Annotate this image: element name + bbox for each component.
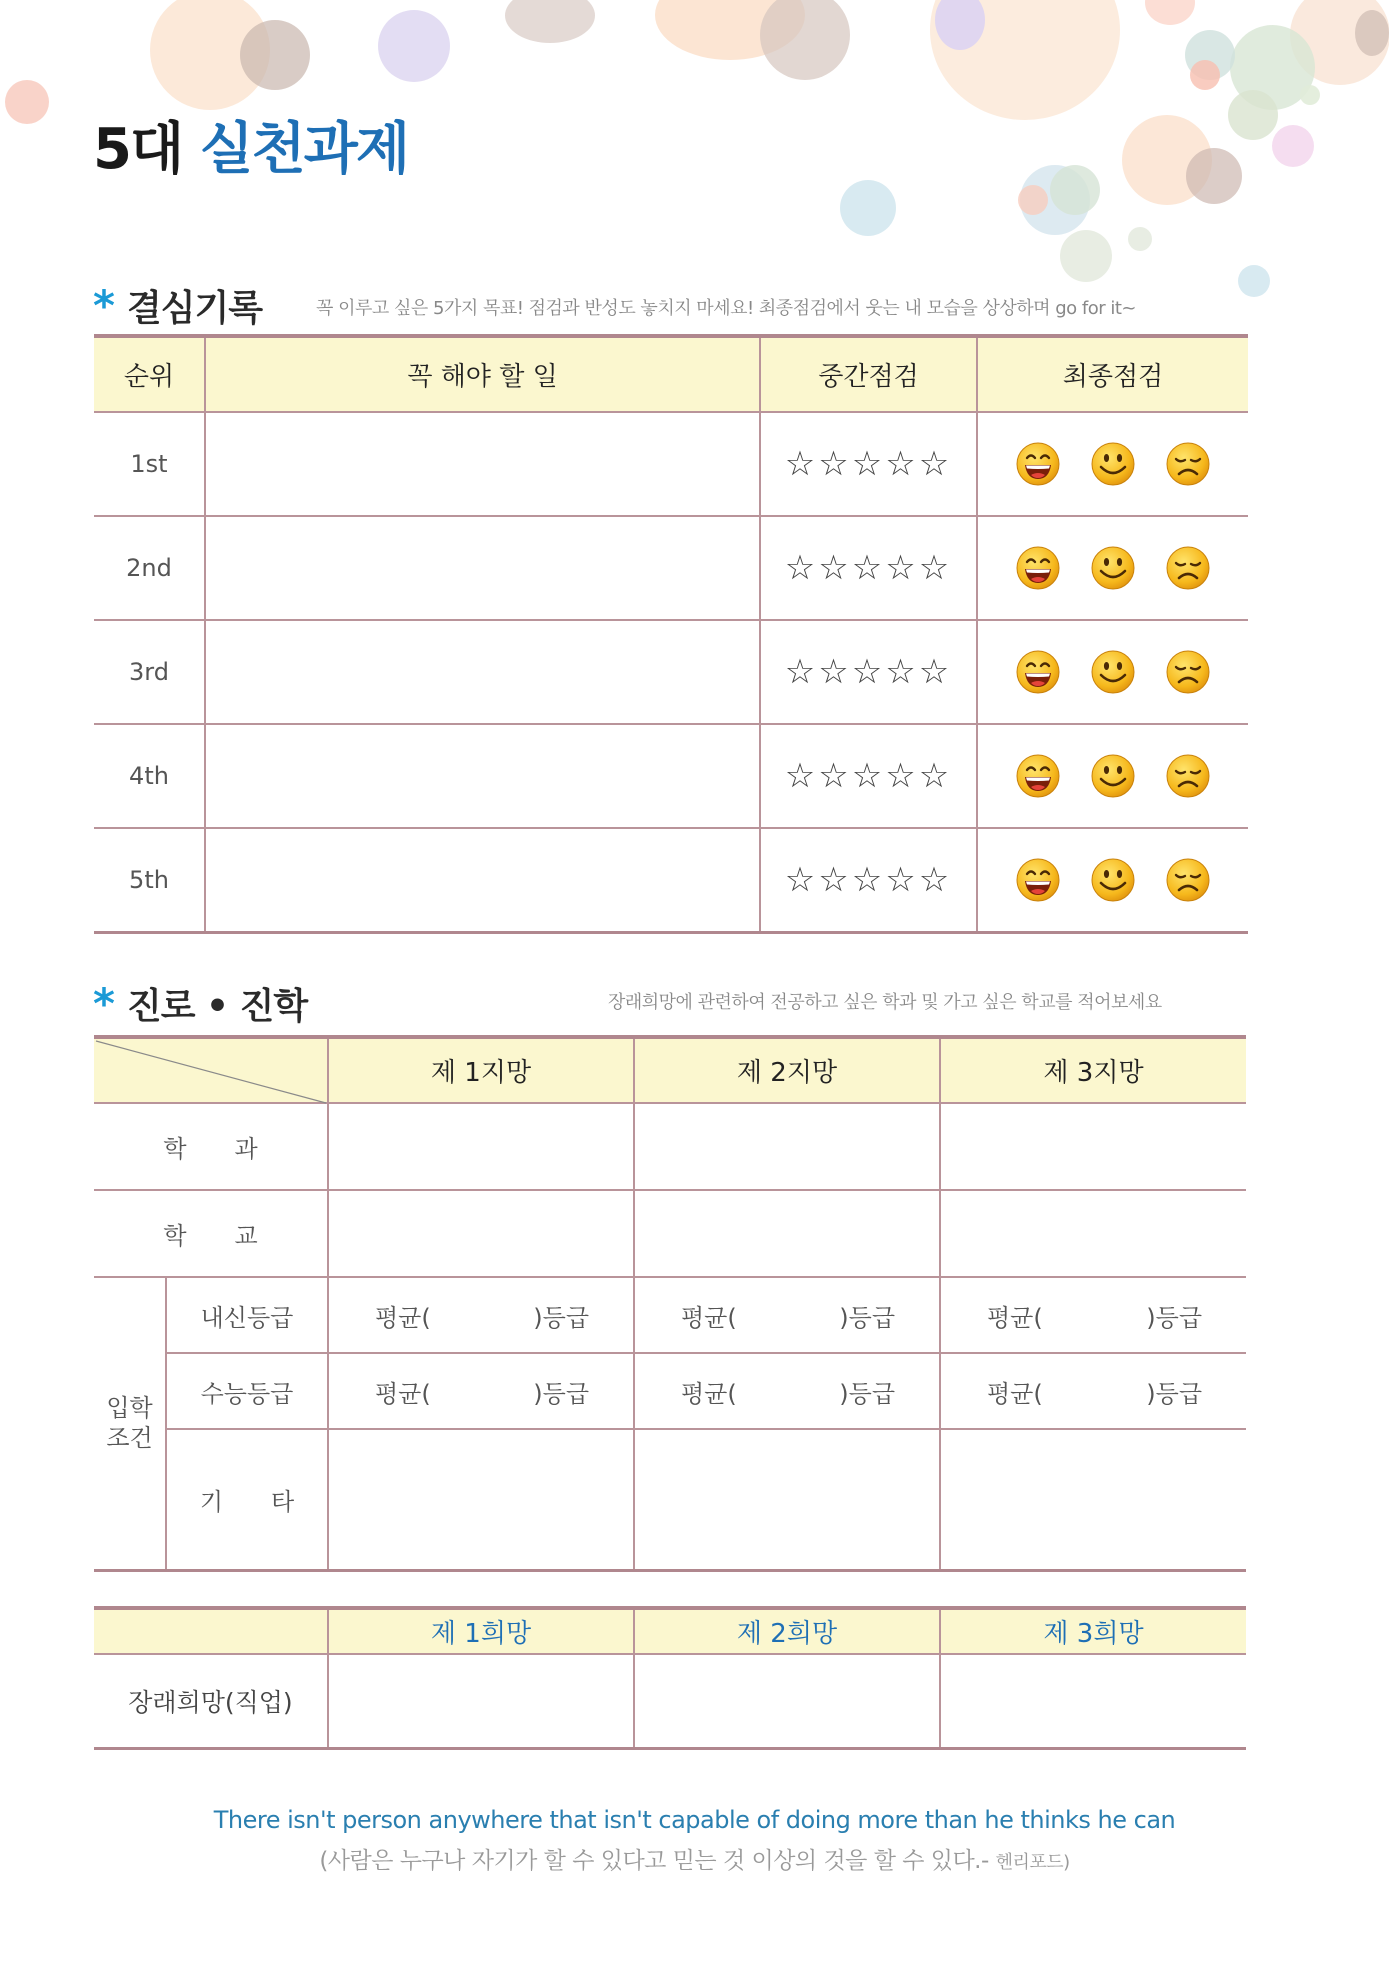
diagonal-line (94, 1039, 328, 1105)
grade-suffix: )등급 (839, 1303, 895, 1332)
face-rating (977, 516, 1248, 620)
grade-prefix: 평균( (987, 1303, 1043, 1332)
grade-suffix: )등급 (533, 1379, 589, 1408)
table-row (94, 516, 1248, 620)
title-main: 실천과제 (199, 117, 408, 182)
header-hope-1: 제 1희망 (328, 1608, 634, 1654)
hope-label: 장래희망(직업) (94, 1654, 328, 1748)
section-resolution-subtitle: 꼭 이루고 싶은 5가지 목표! 점검과 반성도 놓치지 마세요! 최종점검에서 웃는 내 모습을 상상하며 go for it~ (316, 298, 1136, 319)
suneung-cell-1[interactable] (328, 1353, 634, 1429)
star-rating[interactable] (760, 516, 977, 620)
quote-korean-text: (사람은 누구나 자기가 할 수 있다고 믿는 것 이상의 것을 할 수 있다.- (319, 1848, 996, 1874)
star-rating[interactable] (760, 724, 977, 828)
rank-cell: 3rd (94, 620, 205, 724)
header-choice-3: 제 3지망 (940, 1037, 1246, 1103)
star-rating[interactable] (760, 620, 977, 724)
hope-header-blank (94, 1608, 328, 1654)
sad-face-icon[interactable] (1165, 441, 1211, 487)
dept-label: 학 과 (94, 1103, 328, 1190)
grin-face-icon[interactable] (1015, 649, 1061, 695)
face-rating (977, 828, 1248, 932)
header-rank: 순위 (94, 336, 205, 412)
task-cell[interactable] (205, 828, 760, 932)
hope-cell-1[interactable] (328, 1654, 634, 1748)
career-header-row (94, 1037, 1246, 1103)
grade-prefix: 평균( (681, 1379, 737, 1408)
smile-face-icon[interactable] (1090, 857, 1136, 903)
task-cell[interactable] (205, 724, 760, 828)
grade-suffix: )등급 (1146, 1379, 1202, 1408)
smile-face-icon[interactable] (1090, 545, 1136, 591)
star-rating[interactable] (760, 412, 977, 516)
hope-cell-2[interactable] (634, 1654, 940, 1748)
diagonal-header-cell (94, 1037, 328, 1103)
header-final-check: 최종점검 (977, 336, 1248, 412)
school-label: 학 교 (94, 1190, 328, 1277)
header-mid-check: 중간점검 (760, 336, 977, 412)
naesin-cell-2[interactable] (634, 1277, 940, 1353)
smile-face-icon[interactable] (1090, 649, 1136, 695)
face-icons (978, 441, 1248, 487)
face-icons (978, 649, 1248, 695)
rank-cell: 5th (94, 828, 205, 932)
sad-face-icon[interactable] (1165, 857, 1211, 903)
task-cell[interactable] (205, 620, 760, 724)
star-icons[interactable]: ☆☆☆☆☆ (784, 756, 953, 796)
sad-face-icon[interactable] (1165, 545, 1211, 591)
table-row (94, 828, 1248, 932)
face-rating (977, 620, 1248, 724)
dept-cell-1[interactable] (328, 1103, 634, 1190)
star-icons[interactable]: ☆☆☆☆☆ (784, 652, 953, 692)
naesin-cell-1[interactable] (328, 1277, 634, 1353)
face-icons (978, 753, 1248, 799)
header-hope-2: 제 2희망 (634, 1608, 940, 1654)
dept-cell-3[interactable] (940, 1103, 1246, 1190)
table-row (94, 412, 1248, 516)
star-icons[interactable]: ☆☆☆☆☆ (784, 548, 953, 588)
section-resolution-header (93, 280, 262, 331)
etc-row (94, 1429, 1246, 1570)
header-task: 꼭 해야 할 일 (205, 336, 760, 412)
task-cell[interactable] (205, 516, 760, 620)
admission-label: 입학 조건 (94, 1277, 166, 1570)
hope-cell-3[interactable] (940, 1654, 1246, 1748)
grade-suffix: )등급 (533, 1303, 589, 1332)
grade-prefix: 평균( (375, 1303, 431, 1332)
asterisk-icon: * (93, 280, 115, 330)
title-prefix: 5대 (93, 117, 183, 182)
face-icons (978, 857, 1248, 903)
star-rating[interactable] (760, 828, 977, 932)
naesin-label: 내신등급 (166, 1277, 328, 1353)
star-icons[interactable]: ☆☆☆☆☆ (784, 444, 953, 484)
naesin-cell-3[interactable] (940, 1277, 1246, 1353)
quote-author: 헨리포드) (995, 1852, 1070, 1873)
header-hope-3: 제 3희망 (940, 1608, 1246, 1654)
smile-face-icon[interactable] (1090, 753, 1136, 799)
grade-suffix: )등급 (839, 1379, 895, 1408)
goals-table (94, 334, 1248, 934)
section-career-title: 진로 • 진학 (126, 986, 308, 1027)
suneung-row (94, 1353, 1246, 1429)
smile-face-icon[interactable] (1090, 441, 1136, 487)
dept-cell-2[interactable] (634, 1103, 940, 1190)
grade-prefix: 평균( (375, 1379, 431, 1408)
task-cell[interactable] (205, 412, 760, 516)
suneung-label: 수능등급 (166, 1353, 328, 1429)
hope-table (94, 1606, 1246, 1750)
section-career-header (93, 978, 307, 1029)
hope-header-row (94, 1608, 1246, 1654)
section-career-subtitle: 장래희망에 관련하여 전공하고 싶은 학과 및 가고 싶은 학교를 적어보세요 (608, 992, 1162, 1013)
star-icons[interactable]: ☆☆☆☆☆ (784, 859, 953, 900)
grin-face-icon[interactable] (1015, 545, 1061, 591)
table-row (94, 724, 1248, 828)
section-resolution-title: 결심기록 (126, 288, 263, 329)
goals-header-row (94, 336, 1248, 412)
rank-cell: 2nd (94, 516, 205, 620)
etc-cell-3[interactable] (940, 1429, 1246, 1570)
sad-face-icon[interactable] (1165, 649, 1211, 695)
suneung-cell-3[interactable] (940, 1353, 1246, 1429)
naesin-row (94, 1277, 1246, 1353)
grin-face-icon[interactable] (1015, 753, 1061, 799)
sad-face-icon[interactable] (1165, 753, 1211, 799)
school-row (94, 1190, 1246, 1277)
school-cell-1[interactable] (328, 1190, 634, 1277)
school-cell-2[interactable] (634, 1190, 940, 1277)
etc-label: 기 타 (166, 1429, 328, 1570)
asterisk-icon: * (93, 978, 115, 1028)
grin-face-icon[interactable] (1015, 857, 1061, 903)
grade-suffix: )등급 (1146, 1303, 1202, 1332)
hope-row (94, 1654, 1246, 1748)
grin-face-icon[interactable] (1015, 441, 1061, 487)
etc-cell-2[interactable] (634, 1429, 940, 1570)
school-cell-3[interactable] (940, 1190, 1246, 1277)
suneung-cell-2[interactable] (634, 1353, 940, 1429)
face-rating (977, 412, 1248, 516)
etc-cell-1[interactable] (328, 1429, 634, 1570)
rank-cell: 1st (130, 450, 168, 478)
face-icons (978, 545, 1248, 591)
header-choice-2: 제 2지망 (634, 1037, 940, 1103)
table-row (94, 620, 1248, 724)
career-table (94, 1035, 1246, 1572)
quote-korean (0, 1842, 1389, 1875)
grade-prefix: 평균( (987, 1379, 1043, 1408)
face-rating (977, 724, 1248, 828)
rank-cell: 4th (94, 724, 205, 828)
header-choice-1: 제 1지망 (328, 1037, 634, 1103)
page-title (93, 117, 408, 182)
dept-row (94, 1103, 1246, 1190)
quote-english: There isn't person anywhere that isn't capable of doing more than he thinks he can (213, 1806, 1176, 1834)
grade-prefix: 평균( (681, 1303, 737, 1332)
